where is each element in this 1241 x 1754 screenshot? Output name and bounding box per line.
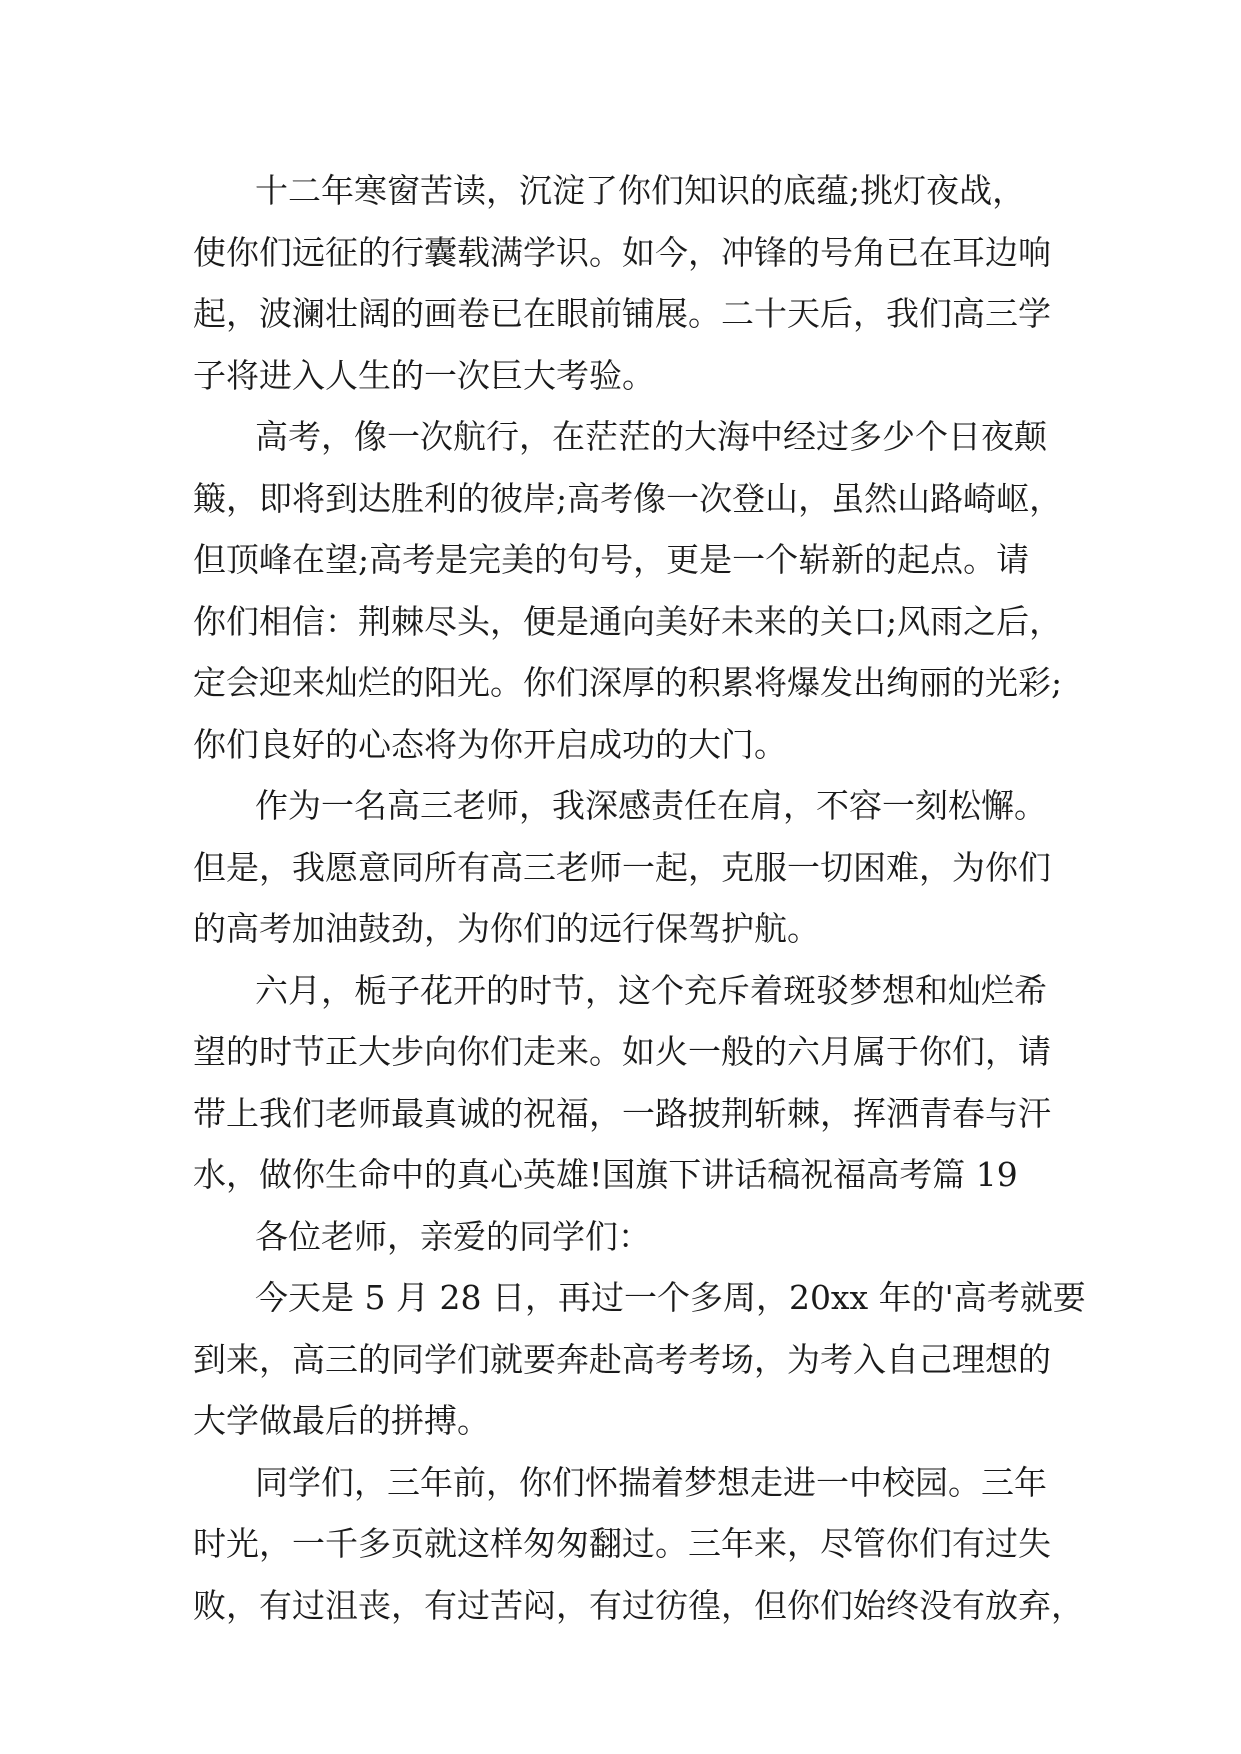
text-line: 败，有过沮丧，有过苦闷，有过彷徨，但你们始终没有放弃， — [193, 1585, 1084, 1625]
text-line: 使你们远征的行囊载满学识。如今，冲锋的号角已在耳边响 — [193, 232, 1051, 272]
text-line: 十二年寒窗苦读，沉淀了你们知识的底蕴;挑灯夜战， — [255, 171, 1026, 210]
text-line: 簸，即将到达胜利的彼岸;高考像一次登山，虽然山路崎岖， — [193, 478, 1063, 518]
text-line: 到来，高三的同学们就要奔赴高考考场，为考入自己理想的 — [193, 1339, 1051, 1379]
text-line: 望的时节正大步向你们走来。如火一般的六月属于你们，请 — [193, 1032, 1051, 1071]
text-line: 带上我们老师最真诚的祝福，一路披荆斩棘，挥洒青春与汗 — [193, 1093, 1051, 1133]
text-line: 高考，像一次航行，在茫茫的大海中经过多少个日夜颠 — [255, 417, 1047, 456]
text-line: 六月，栀子花开的时节，这个充斥着斑驳梦想和灿烂希 — [255, 970, 1047, 1010]
text-line: 水，做你生命中的真心英雄!国旗下讲话稿祝福高考篇 19 — [193, 1155, 1018, 1194]
text-line: 起，波澜壮阔的画卷已在眼前铺展。二十天后，我们高三学 — [193, 294, 1051, 333]
text-line: 但顶峰在望;高考是完美的句号，更是一个崭新的起点。请 — [193, 540, 1030, 579]
text-line: 今天是 5 月 28 日，再过一个多周，20xx 年的'高考就要 — [255, 1278, 1086, 1317]
text-line: 但是，我愿意同所有高三老师一起，克服一切困难，为你们 — [193, 847, 1051, 887]
text-line: 子将进入人生的一次巨大考验。 — [193, 355, 655, 395]
text-line: 你们良好的心态将为你开启成功的大门。 — [193, 724, 787, 764]
text-line: 时光，一千多页就这样匆匆翻过。三年来，尽管你们有过失 — [193, 1524, 1051, 1563]
text-line: 的高考加油鼓劲，为你们的远行保驾护航。 — [193, 909, 820, 948]
text-line: 大学做最后的拼搏。 — [193, 1401, 490, 1440]
text-line: 作为一名高三老师，我深感责任在肩，不容一刻松懈。 — [255, 786, 1047, 825]
text-line: 你们相信：荆棘尽头，便是通向美好未来的关口;风雨之后， — [193, 601, 1063, 641]
text-line: 同学们，三年前，你们怀揣着梦想走进一中校园。三年 — [255, 1462, 1047, 1502]
document-body — [193, 160, 1086, 1636]
text-line: 各位老师，亲爱的同学们： — [255, 1216, 651, 1256]
text-line: 定会迎来灿烂的阳光。你们深厚的积累将爆发出绚丽的光彩; — [193, 663, 1063, 702]
